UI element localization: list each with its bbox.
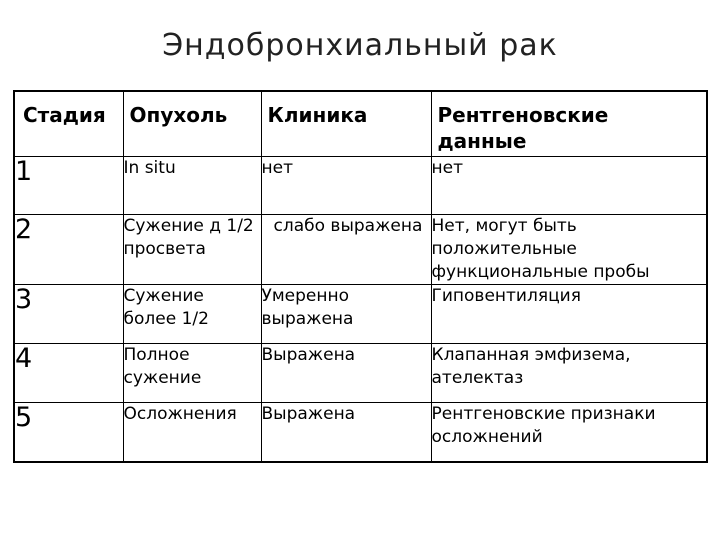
stage-cell: 4 — [14, 344, 123, 403]
stage-cell: 3 — [14, 285, 123, 344]
tumor-cell: Осложнения — [123, 403, 261, 463]
table-row — [14, 403, 707, 463]
xray-cell: нет — [431, 157, 707, 215]
stage-cell: 2 — [14, 215, 123, 285]
tumor-cell: Сужение более 1/2 — [123, 285, 261, 344]
tumor-cell: In situ — [123, 157, 261, 215]
tumor-cell: Сужение д 1/2 просвета — [123, 215, 261, 285]
header-tumor: Опухоль — [123, 91, 261, 157]
table-row — [14, 215, 707, 285]
clinic-cell: нет — [261, 157, 431, 215]
tumor-cell: Полное сужение — [123, 344, 261, 403]
stage-cell: 5 — [14, 403, 123, 463]
table-row — [14, 285, 707, 344]
xray-cell: Гиповентиляция — [431, 285, 707, 344]
header-clinic: Клиника — [261, 91, 431, 157]
stages-table — [13, 90, 708, 463]
table-row — [14, 157, 707, 215]
table-row — [14, 344, 707, 403]
header-stage: Стадия — [14, 91, 123, 157]
clinic-cell: Умеренно выражена — [261, 285, 431, 344]
table-header-row — [14, 91, 707, 157]
clinic-cell: слабо выражена — [261, 215, 431, 285]
page-title: Эндобронхиальный рак — [162, 28, 558, 63]
clinic-cell: Выражена — [261, 403, 431, 463]
xray-cell: Рентгеновские признаки осложнений — [431, 403, 707, 463]
stage-cell: 1 — [14, 157, 123, 215]
clinic-cell: Выражена — [261, 344, 431, 403]
header-xray: Рентгеновские данные — [431, 91, 707, 157]
xray-cell: Нет, могут быть положительные функциональные пробы — [431, 215, 707, 285]
xray-cell: Клапанная эмфизема, ателектаз — [431, 344, 707, 403]
